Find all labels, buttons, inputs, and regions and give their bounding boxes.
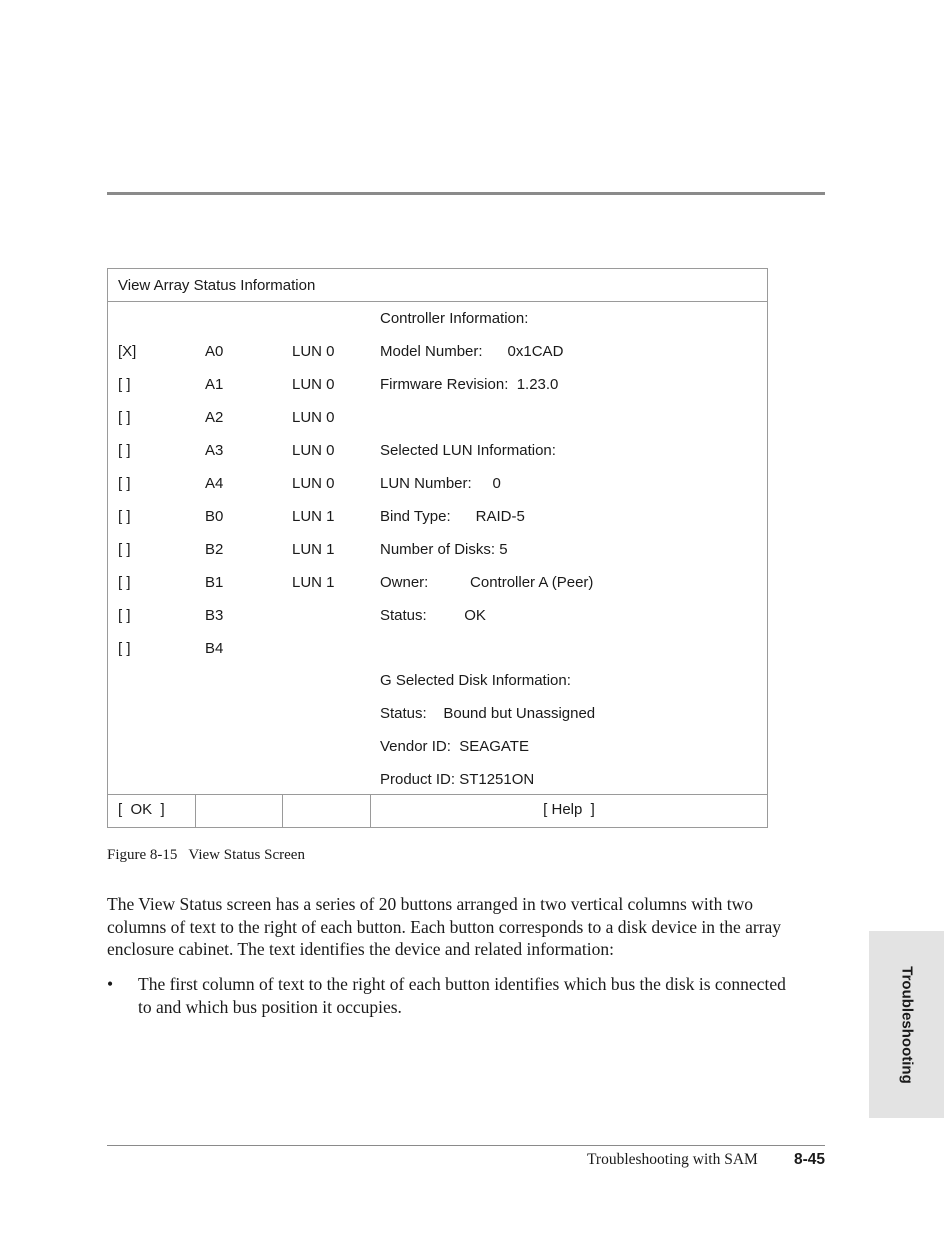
disk-select-button[interactable]: [ ] xyxy=(118,607,131,624)
bus-position: A3 xyxy=(205,442,224,459)
footer-title: Troubleshooting with SAM xyxy=(587,1151,758,1168)
disk-select-button[interactable]: [ ] xyxy=(118,475,131,492)
controller-info-header: Controller Information: xyxy=(380,310,529,327)
page-number: 8-45 xyxy=(793,1151,825,1168)
lun-label: LUN 1 xyxy=(292,541,335,558)
lun-label: LUN 0 xyxy=(292,409,335,426)
screen-title: View Array Status Information xyxy=(118,277,316,294)
status-row xyxy=(108,640,767,660)
disk-select-button[interactable]: [ ] xyxy=(118,574,131,591)
header-rule xyxy=(107,192,825,195)
status-row xyxy=(108,343,767,363)
bus-position: A4 xyxy=(205,475,224,492)
lun-label: LUN 0 xyxy=(292,442,335,459)
lun-label: LUN 1 xyxy=(292,508,335,525)
info-text: Number of Disks: 5 xyxy=(380,541,508,558)
screen-title-bar xyxy=(108,269,767,302)
bus-position: B2 xyxy=(205,541,224,558)
view-status-screen xyxy=(107,268,768,828)
disk-select-button[interactable]: [ ] xyxy=(118,508,131,525)
controller-header-row xyxy=(108,310,767,330)
section-tab-label: Troubleshooting xyxy=(898,965,915,1084)
disk-info-row xyxy=(108,738,767,758)
info-text: Status: OK xyxy=(380,607,486,624)
status-row xyxy=(108,508,767,528)
ok-button-label: [ OK ] xyxy=(118,801,165,818)
disk-select-button[interactable]: [X] xyxy=(118,343,137,360)
empty-button-cell xyxy=(282,795,370,827)
info-text: LUN Number: 0 xyxy=(380,475,501,492)
bus-position: B1 xyxy=(205,574,224,591)
figure-caption: Figure 8-15 View Status Screen xyxy=(107,847,305,863)
ok-button[interactable] xyxy=(108,795,195,827)
lun-label: LUN 0 xyxy=(292,475,335,492)
disk-select-button[interactable]: [ ] xyxy=(118,640,131,657)
help-button-label: [ Help ] xyxy=(543,801,595,818)
bullet-item: The first column of text to the right of each button identifies which bus the disk is connected to and which bus position it occupies. xyxy=(138,974,786,1017)
status-row xyxy=(108,475,767,495)
disk-info-row xyxy=(108,771,767,791)
bus-position: A2 xyxy=(205,409,224,426)
disk-select-button[interactable]: [ ] xyxy=(118,376,131,393)
help-button[interactable] xyxy=(370,795,767,827)
lun-label: LUN 0 xyxy=(292,376,335,393)
status-row xyxy=(108,607,767,627)
lun-label: LUN 1 xyxy=(292,574,335,591)
status-row xyxy=(108,574,767,594)
empty-button-cell xyxy=(195,795,282,827)
bus-position: A1 xyxy=(205,376,224,393)
lun-label: LUN 0 xyxy=(292,343,335,360)
status-row xyxy=(108,376,767,396)
disk-status-text: Status: Bound but Unassigned xyxy=(380,705,596,722)
disk-info-row xyxy=(108,705,767,725)
bus-position: B3 xyxy=(205,607,224,624)
bus-position: B0 xyxy=(205,508,224,525)
bus-position: A0 xyxy=(205,343,224,360)
body-paragraph: The View Status screen has a series of 20 buttons arranged in two vertical columns with two columns of text to the right of each button. Each button corresponds to a disk device in the array enclosure cabinet. The text identifies the device and related information: xyxy=(107,894,782,959)
info-text: Selected LUN Information: xyxy=(380,442,556,459)
button-bar xyxy=(108,794,767,827)
disk-select-button[interactable]: [ ] xyxy=(118,442,131,459)
bus-position: B4 xyxy=(205,640,224,657)
vendor-id-text: Vendor ID: SEAGATE xyxy=(380,738,529,755)
info-text: Firmware Revision: 1.23.0 xyxy=(380,376,559,393)
bullet-dot: • xyxy=(107,974,114,994)
status-row xyxy=(108,541,767,561)
section-tab xyxy=(869,931,944,1118)
disk-select-button[interactable]: [ ] xyxy=(118,541,131,558)
footer-rule xyxy=(107,1145,825,1146)
disk-select-button[interactable]: [ ] xyxy=(118,409,131,426)
status-row xyxy=(108,409,767,429)
info-text: Owner: Controller A (Peer) xyxy=(380,574,594,591)
disk-info-row xyxy=(108,672,767,692)
disk-info-header: G Selected Disk Information: xyxy=(380,672,571,689)
info-text: Model Number: 0x1CAD xyxy=(380,343,564,360)
status-row xyxy=(108,442,767,462)
info-text: Bind Type: RAID-5 xyxy=(380,508,525,525)
product-id-text: Product ID: ST1251ON xyxy=(380,771,535,788)
